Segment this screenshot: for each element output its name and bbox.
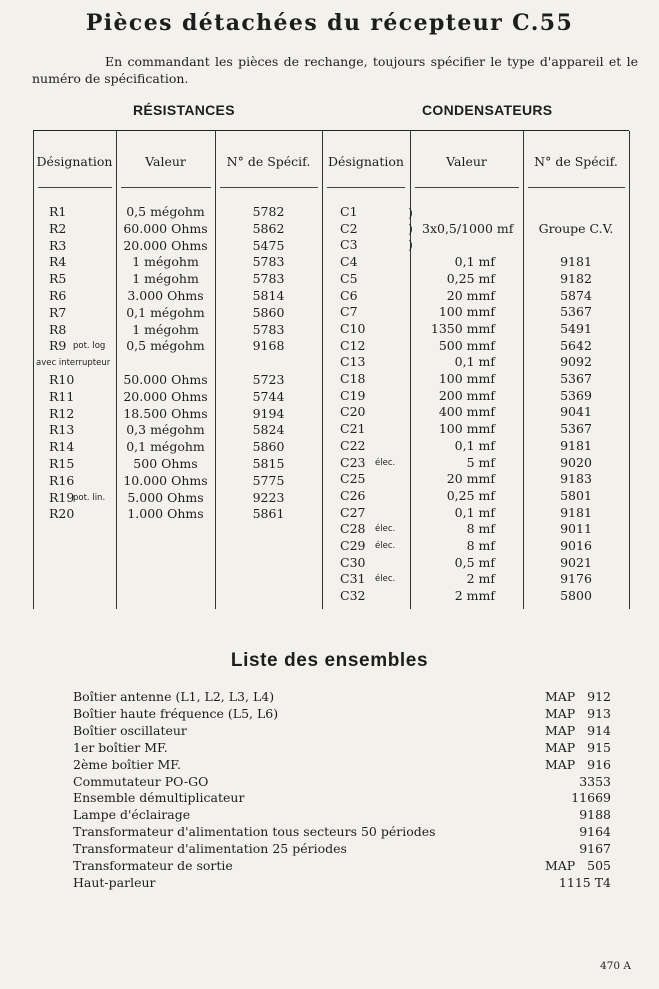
ensemble-name: Transformateur d'alimentation tous secteurs 50 périodes	[73, 824, 436, 840]
cond-specif: 9176	[560, 571, 592, 587]
res-header-valeur: Valeur	[145, 154, 186, 169]
res-specif: 5744	[252, 388, 285, 404]
res-note: pot. log	[73, 341, 106, 352]
cond-value: 100 mmf	[438, 304, 495, 320]
ensemble-ref: 1115 T4	[558, 874, 611, 890]
cond-designation: C27	[340, 504, 366, 520]
cond-designation: C3	[340, 237, 358, 253]
cond-specif: 9181	[560, 504, 592, 520]
cond-specif: 5367	[560, 371, 592, 386]
res-specif: 5860	[252, 439, 285, 455]
ensemble-name: Ensemble démultiplicateur	[73, 790, 245, 806]
cond-value: 0,25 mf	[446, 270, 495, 286]
ensembles-title: Liste des ensembles	[230, 650, 429, 671]
cond-value: 400 mmf	[438, 404, 495, 420]
res-specif: 5723	[252, 372, 285, 387]
res-specif: 5861	[252, 506, 285, 522]
cond-designation: C32	[340, 588, 366, 604]
res-note: avec interrupteur	[36, 358, 111, 369]
ensemble-name: 2ème boîtier MF.	[73, 756, 181, 772]
res-header-designation: Désignation	[36, 154, 113, 169]
resistances-heading: RÉSISTANCES	[133, 102, 235, 118]
cond-value: 2 mf	[466, 571, 495, 587]
res-value: 500 Ohms	[133, 456, 198, 471]
ensemble-name: Haut-parleur	[73, 874, 156, 890]
ensemble-ref: 9188	[579, 807, 611, 823]
cond-note: élec.	[375, 574, 396, 585]
ensemble-ref: MAP 505	[544, 858, 611, 873]
res-value: 50.000 Ohms	[123, 372, 208, 387]
res-designation: R6	[49, 288, 67, 303]
ensemble-name: 1er boîtier MF.	[73, 739, 168, 755]
res-designation: R1	[49, 204, 67, 219]
res-designation: R20	[49, 506, 75, 522]
res-value: 5.000 Ohms	[127, 489, 204, 505]
cond-designation: C4	[340, 254, 358, 270]
res-designation: R13	[49, 422, 75, 438]
cond-specif: 9020	[560, 454, 592, 470]
ensemble-ref: 11669	[571, 790, 611, 806]
cond-specif: 9021	[560, 554, 592, 570]
res-value: 1.000 Ohms	[127, 506, 204, 522]
brace-mark: )	[408, 237, 413, 252]
column-divider	[116, 131, 117, 609]
ensemble-ref: MAP 914	[544, 722, 611, 738]
ensemble-ref: 3353	[579, 773, 611, 789]
cond-value: 2 mmf	[454, 588, 495, 604]
cond-specif: 9016	[560, 538, 592, 553]
res-designation: R9	[49, 338, 67, 354]
header-underline	[327, 187, 405, 188]
ensemble-name: Transformateur de sortie	[73, 858, 233, 873]
res-designation: R11	[49, 388, 75, 404]
cond-designation: C12	[340, 337, 366, 353]
ensemble-name: Boîtier antenne (L1, L2, L3, L4)	[73, 689, 275, 704]
res-header-specif: N° de Spécif.	[226, 154, 311, 169]
res-specif: 5814	[252, 288, 285, 303]
cond-specif: 9183	[560, 471, 592, 487]
cond-specif: 5367	[560, 304, 592, 320]
cond-designation: C21	[340, 421, 366, 437]
page-title: Pièces détachées du récepteur C.55	[85, 10, 574, 36]
cond-designation: C1	[340, 204, 358, 219]
cond-specif: 5642	[560, 337, 592, 353]
header-underline	[220, 187, 318, 188]
res-designation: R7	[49, 304, 67, 320]
res-value: 1 mégohm	[132, 254, 199, 270]
cond-designation: C26	[340, 487, 366, 503]
group-value: 3x0,5/1000 mf	[422, 221, 514, 236]
header-underline	[121, 187, 211, 188]
cond-note: élec.	[375, 524, 396, 535]
cond-value: 500 mmf	[438, 337, 495, 353]
cond-specif: 5367	[560, 421, 592, 437]
res-specif: 5862	[252, 220, 285, 236]
res-value: 3.000 Ohms	[127, 288, 204, 303]
cond-designation: C22	[340, 437, 366, 453]
res-value: 60.000 Ohms	[123, 220, 208, 236]
ensemble-ref: MAP 913	[544, 705, 611, 721]
res-value: 0,3 mégohm	[126, 422, 205, 438]
res-value: 0,5 mégohm	[126, 338, 205, 354]
table-border-left	[33, 131, 34, 609]
cond-value: 200 mmf	[438, 387, 495, 403]
cond-designation: C19	[340, 387, 366, 403]
res-value: 20.000 Ohms	[123, 237, 208, 253]
cond-designation: C10	[340, 320, 366, 336]
ensemble-name: Boîtier haute fréquence (L5, L6)	[73, 705, 279, 721]
ensemble-ref: 9167	[579, 841, 611, 857]
res-specif: 5783	[252, 271, 285, 287]
res-specif: 9168	[252, 338, 285, 354]
cond-header-specif: N° de Spécif.	[534, 154, 618, 169]
res-designation: R14	[49, 439, 75, 455]
ensemble-name: Commutateur PO-GO	[73, 773, 209, 789]
res-value: 18.500 Ohms	[123, 405, 208, 421]
cond-specif: 5800	[560, 588, 592, 604]
res-value: 10.000 Ohms	[123, 472, 208, 488]
res-specif: 5815	[252, 456, 285, 471]
cond-specif: 9181	[560, 254, 592, 270]
res-value: 1 mégohm	[132, 321, 199, 337]
table-border-right	[629, 131, 630, 609]
cond-specif: 5369	[560, 387, 592, 403]
cond-value: 0,1 mf	[454, 254, 495, 270]
ensemble-name: Transformateur d'alimentation 25 périodes	[73, 841, 347, 857]
res-value: 20.000 Ohms	[123, 388, 208, 404]
column-divider	[322, 131, 323, 609]
cond-value: 100 mmf	[438, 371, 495, 386]
brace-mark: )	[408, 205, 413, 220]
res-value: 0,1 mégohm	[126, 439, 205, 455]
cond-designation: C23	[340, 454, 366, 470]
res-specif: 9194	[252, 405, 285, 421]
cond-designation: C13	[340, 354, 366, 370]
cond-designation: C5	[340, 270, 358, 286]
cond-designation: C29	[340, 538, 366, 553]
cond-value: 8 mf	[466, 538, 495, 553]
cond-specif: 9092	[560, 354, 592, 370]
cond-specif: 9011	[560, 521, 592, 537]
intro-paragraph: En commandant les pièces de rechange, toujours spécifier le type d'appareil et le numéro de spécification.	[32, 54, 638, 86]
res-value: 0,5 mégohm	[126, 204, 205, 219]
ensemble-name: Boîtier oscillateur	[73, 722, 187, 738]
res-designation: R15	[49, 456, 75, 471]
header-underline	[38, 187, 112, 188]
res-designation: R3	[49, 237, 67, 253]
res-designation: R19	[49, 489, 75, 505]
ensemble-ref: MAP 916	[544, 756, 611, 772]
res-designation: R8	[49, 321, 67, 337]
res-specif: 9223	[252, 489, 285, 505]
res-specif: 5783	[252, 254, 285, 270]
cond-value: 8 mf	[466, 521, 495, 537]
res-designation: R5	[49, 271, 67, 287]
cond-specif: 5874	[560, 287, 592, 303]
res-note: pot. lin.	[73, 492, 106, 503]
res-designation: R12	[49, 405, 75, 421]
cond-value: 5 mf	[466, 454, 495, 470]
cond-specif: 9182	[560, 270, 592, 286]
res-specif: 5775	[252, 472, 285, 488]
res-specif: 5783	[252, 321, 285, 337]
cond-value: 0,5 mf	[454, 554, 495, 570]
cond-designation: C18	[340, 371, 366, 386]
brace-mark: )	[408, 221, 413, 236]
cond-value: 0,1 mf	[454, 437, 495, 453]
cond-designation: C25	[340, 471, 366, 487]
cond-specif: 9041	[560, 404, 592, 420]
res-designation: R2	[49, 220, 67, 236]
page-footer-code: 470 A	[600, 960, 631, 972]
ensemble-ref: 9164	[579, 824, 611, 840]
ensemble-ref: MAP 915	[544, 739, 611, 755]
res-value: 1 mégohm	[132, 271, 199, 287]
header-underline	[528, 187, 625, 188]
res-designation: R4	[49, 254, 67, 270]
res-specif: 5782	[252, 204, 285, 219]
group-specif: Groupe C.V.	[538, 221, 614, 236]
res-specif: 5824	[252, 422, 285, 438]
ensemble-ref: MAP 912	[544, 689, 611, 704]
res-designation: R10	[49, 372, 75, 387]
cond-designation: C31	[340, 571, 366, 587]
cond-value: 100 mmf	[438, 421, 495, 437]
cond-designation: C30	[340, 554, 366, 570]
res-specif: 5475	[252, 237, 285, 253]
res-value: 0,1 mégohm	[126, 304, 205, 320]
cond-note: élec.	[375, 457, 396, 468]
cond-designation: C2	[340, 220, 358, 236]
header-underline	[415, 187, 519, 188]
cond-designation: C20	[340, 404, 366, 420]
cond-specif: 5491	[560, 320, 592, 336]
table-top-border	[33, 130, 629, 131]
condensateurs-heading: CONDENSATEURS	[422, 102, 553, 118]
cond-note: élec.	[375, 541, 396, 551]
column-divider	[215, 131, 216, 609]
cond-value: 0,25 mf	[446, 487, 495, 503]
cond-designation: C6	[340, 287, 358, 303]
cond-value: 20 mmf	[446, 287, 495, 303]
cond-designation: C28	[340, 521, 366, 537]
cond-header-designation: Désignation	[328, 154, 404, 169]
cond-value: 1350 mmf	[430, 320, 495, 336]
cond-designation: C7	[340, 304, 358, 320]
ensemble-name: Lampe d'éclairage	[73, 807, 191, 823]
cond-value: 20 mmf	[446, 471, 495, 487]
cond-header-valeur: Valeur	[446, 154, 487, 169]
cond-value: 0,1 mf	[454, 504, 495, 520]
cond-specif: 5801	[560, 487, 592, 503]
cond-value: 0,1 mf	[454, 354, 495, 370]
res-designation: R16	[49, 472, 75, 488]
res-specif: 5860	[252, 304, 285, 320]
cond-specif: 9181	[560, 437, 592, 453]
